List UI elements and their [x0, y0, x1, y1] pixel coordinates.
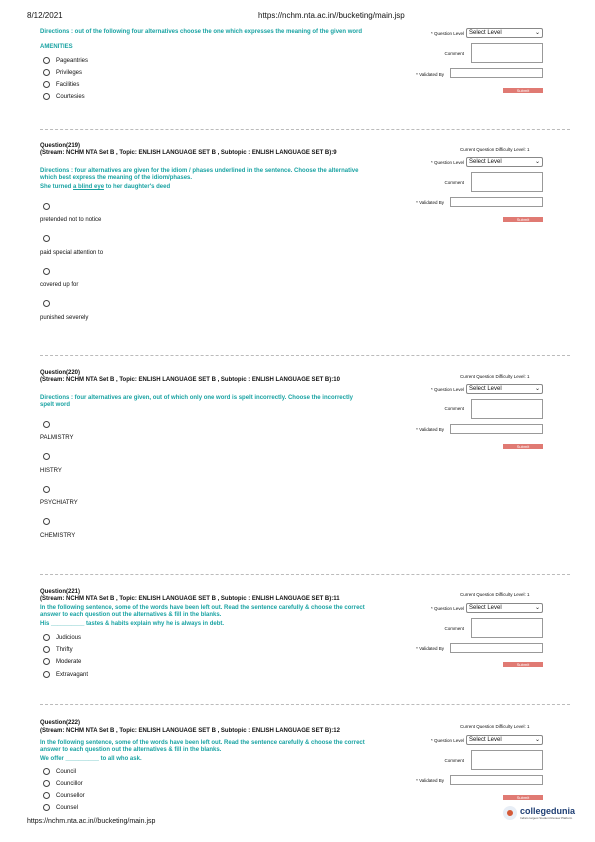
- divider: [40, 355, 570, 356]
- question-level-label: * Question Level: [430, 606, 464, 611]
- comment-label: Comment: [444, 180, 464, 185]
- question-level-label: * Question Level: [430, 738, 464, 743]
- level-select[interactable]: Select Level ⌄: [466, 384, 543, 394]
- validated-by-field[interactable]: [450, 68, 543, 78]
- question-stream: (Stream: NCHM NTA Set B , Topic: ENLISH LANGUAGE SET B , Subtopic : ENLISH LANGUAGE SET B):12: [40, 728, 340, 734]
- print-date: 8/12/2021: [27, 11, 63, 20]
- question-title: Question(219): [40, 143, 81, 149]
- option-1-label: PALMISTRY: [40, 435, 74, 441]
- comment-field[interactable]: [471, 43, 543, 63]
- radio-button[interactable]: [43, 93, 50, 100]
- difficulty-label: Current Question Difficulty Level: 1: [460, 147, 530, 152]
- submit-button[interactable]: Submit: [503, 88, 543, 93]
- validated-by-field[interactable]: [450, 775, 543, 785]
- option-4-label: punished severely: [40, 315, 89, 321]
- chevron-down-icon: ⌄: [534, 737, 540, 743]
- radio-button[interactable]: [43, 453, 50, 460]
- question-stream: (Stream: NCHM NTA Set B , Topic: ENLISH LANGUAGE SET B , Subtopic : ENLISH LANGUAGE SET B):10: [40, 377, 340, 383]
- footer-url: https://nchm.nta.ac.in//bucketing/main.jsp: [27, 818, 156, 825]
- validated-label: * Validated By: [416, 778, 444, 783]
- question-level-label: * Question Level: [430, 31, 464, 36]
- difficulty-label: Current Question Difficulty Level: 1: [460, 592, 530, 597]
- option-2[interactable]: Thrifty: [43, 646, 73, 653]
- option-3-label: covered up for: [40, 282, 79, 288]
- option-3[interactable]: Facilities: [43, 81, 79, 88]
- level-select[interactable]: Select Level ⌄: [466, 28, 543, 38]
- comment-label: Comment: [444, 758, 464, 763]
- radio-button[interactable]: [43, 646, 50, 653]
- radio-button[interactable]: [43, 792, 50, 799]
- radio-button[interactable]: [43, 658, 50, 665]
- radio-button[interactable]: [43, 518, 50, 525]
- level-select[interactable]: Select Level ⌄: [466, 735, 543, 745]
- comment-label: Comment: [444, 626, 464, 631]
- directions: In the following sentence, some of the words have been left out. Read the sentence carefully & choose the correct answer to each question out the alternatives & fill in the blanks.: [40, 605, 365, 618]
- radio-button[interactable]: [43, 81, 50, 88]
- radio-button[interactable]: [43, 780, 50, 787]
- question-title: Question(220): [40, 370, 81, 376]
- directions: Directions : four alternatives are given for the idiom / phases underlined in the sentence. Choose the alternative which best express the meaning of the idiom/phases.: [40, 168, 359, 181]
- chevron-down-icon: ⌄: [534, 605, 540, 611]
- difficulty-label: Current Question Difficulty Level: 1: [460, 724, 530, 729]
- validated-by-field[interactable]: [450, 424, 543, 434]
- sentence: We offer __________ to all who ask.: [40, 756, 142, 762]
- divider: [40, 129, 570, 130]
- chevron-down-icon: ⌄: [534, 386, 540, 392]
- option-1[interactable]: Council: [43, 768, 76, 775]
- option-2-label: HISTRY: [40, 468, 62, 474]
- question-title: Question(221): [40, 589, 81, 595]
- directions: In the following sentence, some of the words have been left out. Read the sentence carefully & choose the correct answer to each question out the alternatives & fill in the blanks.: [40, 740, 365, 753]
- option-4[interactable]: Counsel: [43, 804, 78, 811]
- submit-button[interactable]: Submit: [503, 662, 543, 667]
- radio-button[interactable]: [43, 421, 50, 428]
- option-4[interactable]: Extravagant: [43, 671, 88, 678]
- validated-label: * Validated By: [416, 72, 444, 77]
- directions: Directions : four alternatives are given, out of which only one word is spelt incorrectly. Choose the incorrectly spelt word: [40, 395, 353, 408]
- option-1[interactable]: Pageantries: [43, 57, 88, 64]
- collegedunia-logo: [503, 806, 575, 820]
- radio-button[interactable]: [43, 486, 50, 493]
- comment-label: Comment: [444, 51, 464, 56]
- option-4-label: CHEMISTRY: [40, 533, 76, 539]
- radio-button[interactable]: [43, 671, 50, 678]
- sentence: She turned a blind eye to her daughter's deed: [40, 184, 171, 190]
- radio-button[interactable]: [43, 268, 50, 275]
- submit-button[interactable]: Submit: [503, 444, 543, 449]
- radio-button[interactable]: [43, 235, 50, 242]
- question-level-label: * Question Level: [430, 160, 464, 165]
- level-select[interactable]: Select Level ⌄: [466, 157, 543, 167]
- option-1-label: pretended not to notice: [40, 217, 102, 223]
- difficulty-label: Current Question Difficulty Level: 1: [460, 374, 530, 379]
- logo-tagline: India's largest Student Review Platform: [520, 815, 573, 820]
- chevron-down-icon: ⌄: [534, 30, 540, 36]
- question-stream: (Stream: NCHM NTA Set B , Topic: ENLISH LANGUAGE SET B , Subtopic : ENLISH LANGUAGE SET B):9: [40, 150, 337, 156]
- option-4[interactable]: Courtesies: [43, 93, 85, 100]
- validated-label: * Validated By: [416, 200, 444, 205]
- question-stream: (Stream: NCHM NTA Set B , Topic: ENLISH LANGUAGE SET B , Subtopic : ENLISH LANGUAGE SET B):11: [40, 596, 340, 602]
- radio-button[interactable]: [43, 634, 50, 641]
- level-select[interactable]: Select Level ⌄: [466, 603, 543, 613]
- divider: [40, 574, 570, 575]
- collegedunia-icon: [503, 806, 517, 820]
- chevron-down-icon: ⌄: [534, 159, 540, 165]
- validated-label: * Validated By: [416, 427, 444, 432]
- print-url: https://nchm.nta.ac.in//bucketing/main.jsp: [258, 11, 405, 20]
- option-2[interactable]: Privileges: [43, 69, 82, 76]
- submit-button[interactable]: Submit: [503, 217, 543, 222]
- comment-field[interactable]: [471, 172, 543, 192]
- radio-button[interactable]: [43, 804, 50, 811]
- comment-field[interactable]: [471, 750, 543, 770]
- radio-button[interactable]: [43, 69, 50, 76]
- validated-label: * Validated By: [416, 646, 444, 651]
- logo-name: collegedunia: [520, 805, 576, 816]
- option-1[interactable]: Judicious: [43, 634, 81, 641]
- comment-field[interactable]: [471, 399, 543, 419]
- option-3-label: PSYCHIATRY: [40, 500, 78, 506]
- divider: [40, 704, 570, 705]
- radio-button[interactable]: [43, 57, 50, 64]
- comment-field[interactable]: [471, 618, 543, 638]
- radio-button[interactable]: [43, 300, 50, 307]
- directions: Directions : out of the following four alternatives choose the one which expresses the meaning of the given word: [40, 29, 363, 35]
- option-3[interactable]: Moderate: [43, 658, 81, 665]
- option-3[interactable]: Counsellor: [43, 792, 85, 799]
- question-level-label: * Question Level: [430, 387, 464, 392]
- radio-button[interactable]: [43, 768, 50, 775]
- comment-label: Comment: [444, 406, 464, 411]
- option-2-label: paid special attention to: [40, 250, 104, 256]
- submit-button[interactable]: Submit: [503, 795, 543, 800]
- question-title: Question(222): [40, 720, 81, 726]
- validated-by-field[interactable]: [450, 643, 543, 653]
- sentence: His __________ tastes & habits explain why he is always in debt.: [40, 621, 225, 627]
- option-2[interactable]: Councillor: [43, 780, 83, 787]
- given-word: AMENITIES: [40, 44, 73, 50]
- radio-button[interactable]: [43, 203, 50, 210]
- validated-by-field[interactable]: [450, 197, 543, 207]
